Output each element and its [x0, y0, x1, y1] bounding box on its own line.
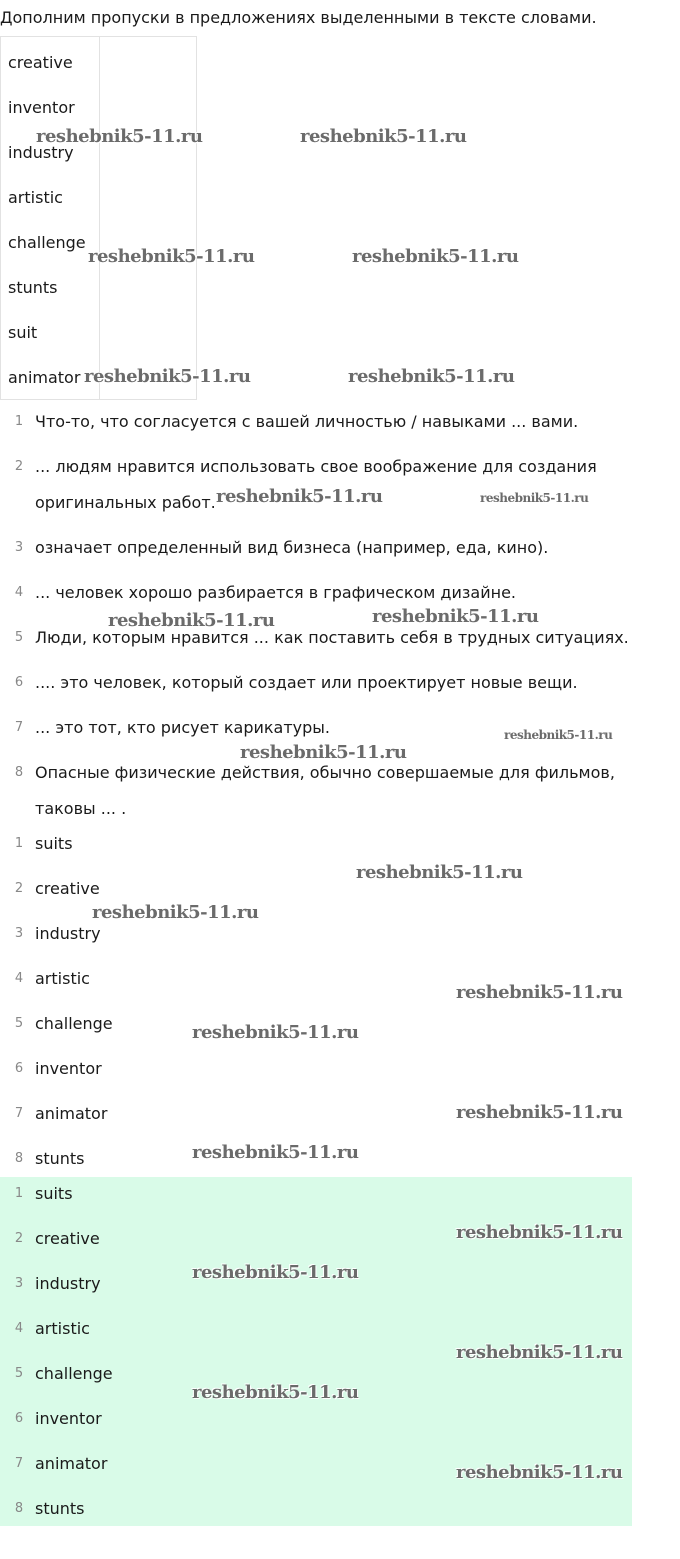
answer-word: creative — [35, 1229, 100, 1248]
watermark: reshebnik5-11.ru — [88, 246, 255, 267]
instruction: Дополним пропуски в предложениях выделенными в тексте словами. — [0, 8, 597, 27]
answer-word: inventor — [35, 1409, 102, 1428]
answer-word: suits — [35, 1184, 73, 1203]
sentence-number: 6 — [14, 675, 24, 690]
watermark: reshebnik5-11.ru — [356, 862, 523, 883]
answer-word: animator — [35, 1454, 108, 1473]
word-bank-item: animator — [8, 368, 81, 387]
watermark: reshebnik5-11.ru — [456, 1342, 623, 1363]
answer-word: stunts — [35, 1499, 85, 1518]
sentence-text: Что-то, что согласуется с вашей личностью / навыками ... вами. — [35, 412, 579, 431]
answer-word: industry — [35, 1274, 101, 1293]
answer-number: 4 — [14, 971, 24, 986]
watermark: reshebnik5-11.ru — [504, 728, 613, 742]
watermark: reshebnik5-11.ru — [348, 366, 515, 387]
sentence-number: 7 — [14, 720, 24, 735]
word-bank-item: creative — [8, 53, 73, 72]
word-bank-item: industry — [8, 143, 74, 162]
watermark: reshebnik5-11.ru — [36, 126, 203, 147]
answer-number: 4 — [14, 1321, 24, 1336]
answer-number: 3 — [14, 926, 24, 941]
answer-number: 1 — [14, 836, 24, 851]
answer-number: 6 — [14, 1061, 24, 1076]
watermark: reshebnik5-11.ru — [456, 1462, 623, 1483]
watermark: reshebnik5-11.ru — [192, 1262, 359, 1283]
watermark: reshebnik5-11.ru — [108, 610, 275, 631]
answer-number: 1 — [14, 1186, 24, 1201]
watermark: reshebnik5-11.ru — [192, 1022, 359, 1043]
sentence-text: оригинальных работ. — [35, 493, 216, 512]
answer-number: 8 — [14, 1501, 24, 1516]
watermark: reshebnik5-11.ru — [84, 366, 251, 387]
watermark: reshebnik5-11.ru — [240, 742, 407, 763]
watermark: reshebnik5-11.ru — [92, 902, 259, 923]
sentence-text: .... это человек, который создает или проектирует новые вещи. — [35, 673, 578, 692]
sentence-text: ... это тот, кто рисует карикатуры. — [35, 718, 331, 737]
word-bank-table — [0, 36, 197, 400]
sentence-number: 2 — [14, 459, 24, 474]
sentence-text: таковы ... . — [35, 799, 127, 818]
watermark: reshebnik5-11.ru — [192, 1142, 359, 1163]
sentence-text: Опасные физические действия, обычно совершаемые для фильмов, — [35, 763, 615, 782]
word-bank-item: artistic — [8, 188, 63, 207]
sentence-number: 1 — [14, 414, 24, 429]
word-bank-item: challenge — [8, 233, 86, 252]
answer-number: 7 — [14, 1106, 24, 1121]
watermark: reshebnik5-11.ru — [300, 126, 467, 147]
word-bank-item: suit — [8, 323, 38, 342]
word-bank-item: stunts — [8, 278, 58, 297]
answer-number: 2 — [14, 881, 24, 896]
answer-number: 5 — [14, 1366, 24, 1381]
watermark: reshebnik5-11.ru — [456, 982, 623, 1003]
answer-word: suits — [35, 834, 73, 853]
watermark: reshebnik5-11.ru — [216, 486, 383, 507]
answer-number: 6 — [14, 1411, 24, 1426]
answer-number: 8 — [14, 1151, 24, 1166]
answer-number: 2 — [14, 1231, 24, 1246]
watermark: reshebnik5-11.ru — [480, 491, 589, 505]
answer-word: industry — [35, 924, 101, 943]
answer-number: 3 — [14, 1276, 24, 1291]
answer-word: stunts — [35, 1149, 85, 1168]
sentence-number: 3 — [14, 540, 24, 555]
answer-word: artistic — [35, 969, 90, 988]
sentence-number: 5 — [14, 630, 24, 645]
word-bank-item: inventor — [8, 98, 75, 117]
sentence-number: 8 — [14, 765, 24, 780]
answer-word: challenge — [35, 1014, 113, 1033]
sentence-number: 4 — [14, 585, 24, 600]
answer-word: animator — [35, 1104, 108, 1123]
watermark: reshebnik5-11.ru — [456, 1102, 623, 1123]
watermark: reshebnik5-11.ru — [352, 246, 519, 267]
sentence-text: означает определенный вид бизнеса (например, еда, кино). — [35, 538, 549, 557]
watermark: reshebnik5-11.ru — [456, 1222, 623, 1243]
answer-word: challenge — [35, 1364, 113, 1383]
table-divider — [99, 37, 100, 399]
answer-word: artistic — [35, 1319, 90, 1338]
sentence-text: ... людям нравится использовать свое воображение для создания — [35, 457, 597, 476]
sentence-text: Люди, которым нравится ... как поставить себя в трудных ситуациях. — [35, 628, 629, 647]
answer-number: 7 — [14, 1456, 24, 1471]
answer-word: inventor — [35, 1059, 102, 1078]
sentence-text: ... человек хорошо разбирается в графическом дизайне. — [35, 583, 516, 602]
watermark: reshebnik5-11.ru — [192, 1382, 359, 1403]
watermark: reshebnik5-11.ru — [372, 606, 539, 627]
answer-number: 5 — [14, 1016, 24, 1031]
answer-word: creative — [35, 879, 100, 898]
